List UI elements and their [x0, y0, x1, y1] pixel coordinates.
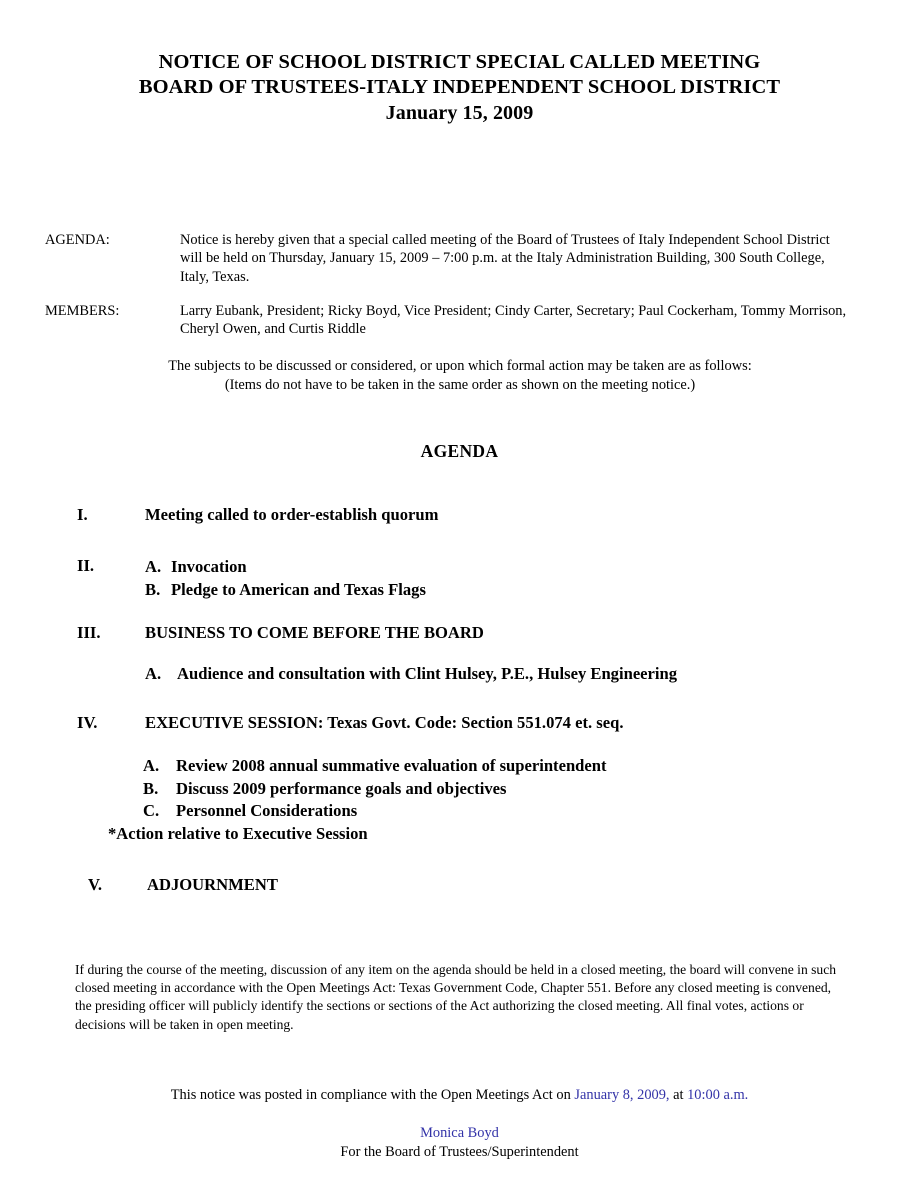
header-line-2: BOARD OF TRUSTEES-ITALY INDEPENDENT SCHOOL DISTRICT: [138, 76, 781, 98]
posting-statement: [0, 1086, 919, 1105]
posting-mid: at: [669, 1087, 688, 1103]
agenda-item-iv: [0, 713, 919, 733]
agenda-item-iii-sub-a: [145, 664, 919, 684]
agenda-item-ii-sublist: [145, 556, 426, 601]
agenda-item-v: [0, 875, 919, 895]
header-meeting-date: January 15, 2009: [385, 102, 534, 124]
executive-session-action-note: *Action relative to Executive Session: [108, 823, 368, 843]
agenda-item-i: [0, 505, 919, 525]
agenda-item-i-title: Meeting called to order-establish quorum: [145, 505, 439, 524]
agenda-item-v-numeral: V.: [88, 875, 102, 894]
agenda-item-ii-sub-a-letter: A.: [145, 557, 162, 576]
agenda-item-iv-sub-a-letter: A.: [143, 756, 160, 775]
agenda-label: AGENDA:: [45, 232, 110, 248]
agenda-item-iv-sub-b-letter: B.: [143, 778, 159, 798]
agenda-item-ii-sub-b-letter: B.: [145, 579, 161, 599]
agenda-item-v-title: ADJOURNMENT: [147, 875, 278, 894]
closed-meeting-disclaimer: If during the course of the meeting, discussion of any item on the agenda should be held in a closed meeting, the board will convene in such closed meeting in accordance with the Open Meetings Act: Texas Government Code, Chapter 551. Before any closed meeting is convened, the presiding officer will publicly identify the sections or sections of the Act authorizing the closed meeting. All final votes, actions or decisions will be taken in open meeting.: [75, 962, 837, 1032]
agenda-item-iii: [0, 623, 919, 643]
agenda-item-iv-sublist: [143, 755, 919, 823]
agenda-item-iv-sub-c-letter: C.: [143, 801, 160, 820]
agenda-item-ii-sub-a-text: Invocation: [171, 557, 247, 576]
agenda-section-heading: AGENDA: [420, 441, 499, 461]
agenda-item-iii-sub-a-letter: A.: [145, 664, 162, 683]
agenda-item-ii-sub-b: [145, 579, 426, 602]
agenda-item-ii-sub-a: [145, 556, 426, 579]
subjects-note: [60, 357, 860, 395]
agenda-item-iv-sub-c-text: Personnel Considerations: [176, 801, 358, 820]
document-header: [0, 50, 919, 126]
agenda-item-ii-body: [145, 556, 466, 601]
agenda-notice-row: [45, 231, 855, 286]
agenda-item-iii-body: [145, 623, 524, 643]
agenda-items-list: [0, 505, 919, 895]
agenda-item-iv-body: [145, 713, 664, 733]
posting-date: January 8, 2009,: [574, 1087, 670, 1103]
agenda-item-iii-numeral: III.: [77, 623, 101, 642]
signer-role: For the Board of Trustees/Superintendent: [340, 1144, 579, 1160]
subjects-line-1: The subjects to be discussed or considered, or upon which formal action may be taken are as follows:: [168, 358, 752, 374]
members-text: Larry Eubank, President; Ricky Boyd, Vice President; Cindy Carter, Secretary; Paul Cockerham, Tommy Morrison, Cheryl Owen, and Curtis Riddle: [180, 302, 847, 338]
agenda-item-v-body: [147, 875, 318, 895]
agenda-item-ii-sub-b-text: Pledge to American and Texas Flags: [171, 579, 426, 599]
agenda-item-iv-title: EXECUTIVE SESSION: Texas Govt. Code: Section 551.074 et. seq.: [145, 713, 624, 732]
posting-prefix: This notice was posted in compliance with the Open Meetings Act on: [170, 1087, 575, 1103]
agenda-item-iv-sub-b: [143, 778, 919, 801]
agenda-item-i-numeral: I.: [77, 505, 88, 524]
subjects-line-2: (Items do not have to be taken in the same order as shown on the meeting notice.): [224, 377, 696, 393]
members-label: MEMBERS:: [45, 302, 120, 319]
agenda-item-ii-numeral: II.: [77, 556, 95, 575]
agenda-item-iv-sub-a-text: Review 2008 annual summative evaluation of superintendent: [176, 756, 607, 775]
header-line-1: NOTICE OF SCHOOL DISTRICT SPECIAL CALLED MEETING: [158, 51, 761, 73]
agenda-item-iv-sub-b-text: Discuss 2009 performance goals and objectives: [176, 778, 507, 798]
signer-name: Monica Boyd: [420, 1125, 499, 1141]
agenda-item-iv-sub-c: [143, 800, 919, 823]
agenda-item-i-body: [145, 505, 478, 525]
agenda-item-iv-numeral: IV.: [77, 713, 98, 732]
notice-meta-block: [45, 231, 855, 338]
document-footer: [0, 1086, 919, 1162]
members-row: [45, 302, 855, 339]
agenda-item-ii: [0, 556, 919, 601]
agenda-item-iii-sub-a-text: Audience and consultation with Clint Hulsey, P.E., Hulsey Engineering: [177, 664, 678, 683]
agenda-notice-text: Notice is hereby given that a special called meeting of the Board of Trustees of Italy Independent School District will be held on Thursday, January 15, 2009 – 7:00 p.m. at the Italy Administration Building, 300 South College, Italy, Texas.: [180, 232, 830, 285]
posting-time: 10:00 a.m.: [687, 1087, 749, 1103]
agenda-item-iii-title: BUSINESS TO COME BEFORE THE BOARD: [145, 623, 484, 642]
agenda-item-iv-sub-a: [143, 755, 919, 778]
